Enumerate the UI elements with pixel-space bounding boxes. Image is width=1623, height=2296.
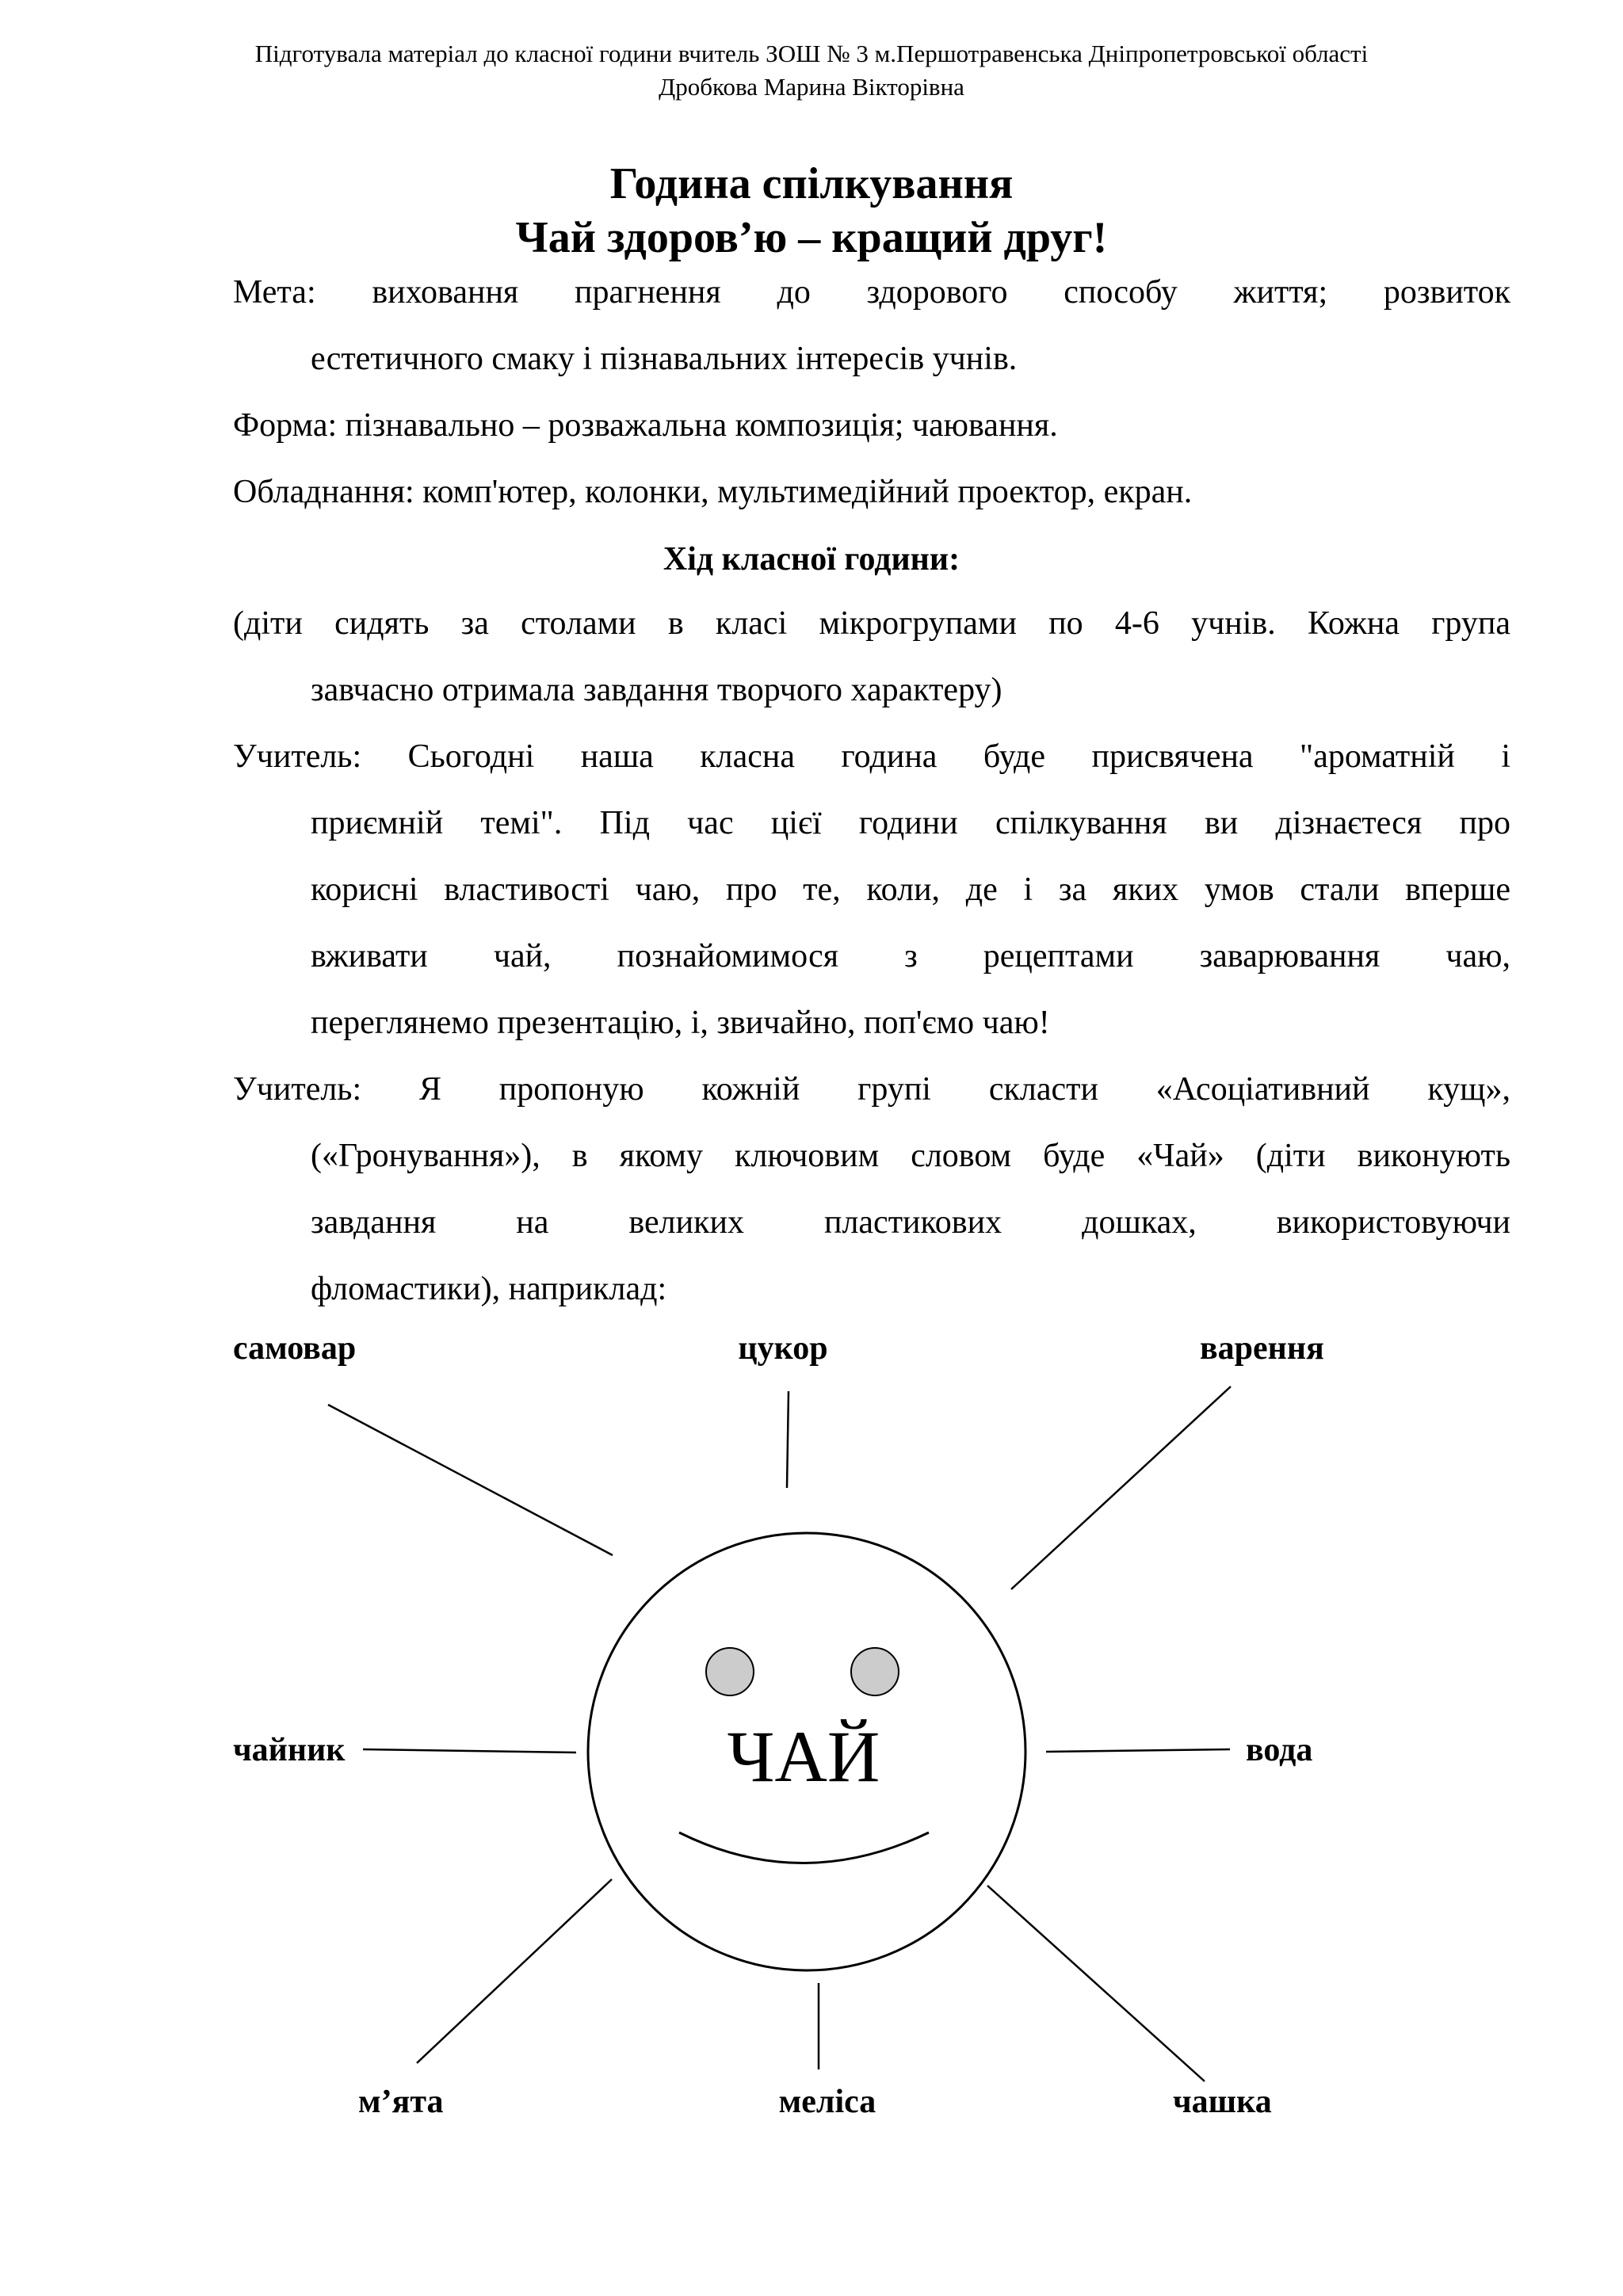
word-kettle: чайник: [233, 1732, 346, 1768]
teacher-1-line-5: переглянемо презентацію, і, звичайно, поп'ємо чаю!: [311, 1005, 1050, 1041]
word-water: вода: [1246, 1732, 1313, 1768]
spoke-mint: [417, 1879, 612, 2063]
association-diagram: [0, 1315, 1623, 2234]
intro-line-2: завчасно отримала завдання творчого характеру): [311, 672, 1002, 708]
form-line: Форма: пізнавально – розважальна композиція; чаювання.: [233, 407, 1058, 444]
spoke-samovar: [328, 1405, 613, 1555]
teacher-1-line-1: Учитель: Сьогодні наша класна година буде присвячена "ароматній і: [233, 738, 1510, 775]
teacher-2-line-4: фломастики), наприклад:: [311, 1271, 667, 1307]
goal-line-1: Мета: виховання прагнення до здорового способу життя; розвиток: [233, 274, 1510, 311]
spoke-cup: [987, 1886, 1205, 2081]
teacher-1-line-4: вживати чай, познайомимося з рецептами заварювання чаю,: [311, 938, 1510, 974]
teacher-paragraph-2: [233, 1056, 1510, 1322]
teacher-2-line-1: Учитель: Я пропоную кожній групі скласти «Асоціативний кущ»,: [233, 1071, 1510, 1108]
page-title-line1: Година спілкування: [609, 159, 1014, 208]
word-mint: м’ята: [358, 2084, 444, 2120]
teacher-paragraph-1: [233, 723, 1510, 1056]
spoke-jam: [1011, 1386, 1231, 1589]
teacher-2-line-3: завдання на великих пластикових дошках, використовуючи: [311, 1204, 1510, 1241]
spoke-kettle: [363, 1749, 576, 1753]
word-cup: чашка: [1173, 2084, 1272, 2120]
word-melissa: меліса: [778, 2084, 876, 2120]
right-eye: [851, 1648, 899, 1695]
goal-paragraph: [233, 259, 1510, 392]
left-eye: [706, 1648, 754, 1695]
word-jam: варення: [1200, 1330, 1324, 1367]
teacher-2-line-2: («Гронування»), в якому ключовим словом буде «Чай» (діти виконують: [311, 1138, 1510, 1174]
author-note-line1: Підготувала матеріал до класної години вчитель ЗОШ № 3 м.Першотравенська Дніпропетровської області: [254, 40, 1369, 67]
page-title-line2: Чай здоров’ю – кращий друг!: [515, 213, 1108, 262]
teacher-1-line-2: приємній темі". Під час цієї години спілкування ви дізнаєтеся про: [311, 805, 1510, 841]
author-note-line2: Дробкова Марина Вікторівна: [659, 73, 964, 101]
form-paragraph: [233, 392, 1510, 459]
center-word: ЧАЙ: [727, 1716, 880, 1797]
goal-line-2: естетичного смаку і пізнавальних інтересів учнів.: [311, 341, 1018, 377]
equipment-line: Обладнання: комп'ютер, колонки, мультимедійний проектор, екран.: [233, 474, 1193, 510]
word-samovar: самовар: [233, 1330, 357, 1367]
equipment-paragraph: [233, 459, 1510, 525]
section-title: Хід класної години:: [663, 541, 960, 578]
intro-line-1: (діти сидять за столами в класі мікрогрупами по 4-6 учнів. Кожна група: [233, 605, 1510, 642]
intro-paragraph: [233, 590, 1510, 723]
teacher-1-line-3: корисні властивості чаю, про те, коли, де і за яких умов стали вперше: [311, 871, 1510, 908]
spoke-water: [1046, 1749, 1230, 1752]
word-sugar: цукор: [738, 1330, 828, 1367]
spoke-sugar: [787, 1391, 789, 1488]
